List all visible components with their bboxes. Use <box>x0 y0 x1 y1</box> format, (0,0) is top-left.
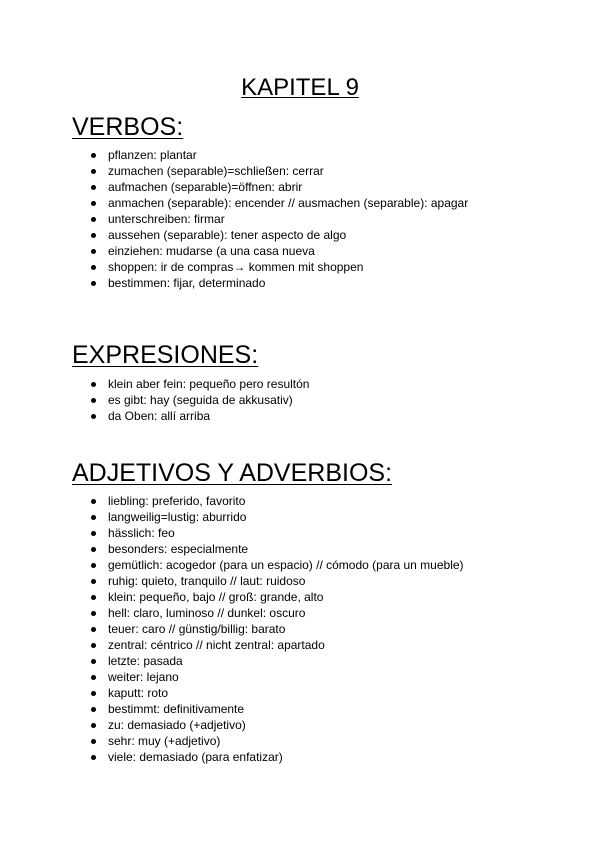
section-heading-verbos: VERBOS: <box>72 113 184 141</box>
list-item: einziehen: mudarse (a una casa nueva <box>0 243 468 259</box>
list-item: ruhig: quieto, tranquilo // laut: ruidoso <box>0 573 464 589</box>
list-item: kaputt: roto <box>0 685 464 701</box>
page-title: KAPITEL 9 <box>241 74 359 101</box>
list-item: bestimmen: fijar, determinado <box>0 275 468 291</box>
list-item: viele: demasiado (para enfatizar) <box>0 749 464 765</box>
list-item: es gibt: hay (seguida de akkusativ) <box>0 392 309 408</box>
list-item: klein aber fein: pequeño pero resultón <box>0 376 309 392</box>
list-item: klein: pequeño, bajo // groß: grande, alto <box>0 589 464 605</box>
list-item: zu: demasiado (+adjetivo) <box>0 717 464 733</box>
list-item: bestimmt: definitivamente <box>0 701 464 717</box>
list-item: zumachen (separable)=schließen: cerrar <box>0 163 468 179</box>
list-item: aufmachen (separable)=öffnen: abrir <box>0 179 468 195</box>
list-item: liebling: preferido, favorito <box>0 493 464 509</box>
list-item: sehr: muy (+adjetivo) <box>0 733 464 749</box>
list-item: unterschreiben: firmar <box>0 211 468 227</box>
list-item: anmachen (separable): encender // ausmachen (separable): apagar <box>0 195 468 211</box>
expresiones-list <box>0 376 309 424</box>
list-item: langweilig=lustig: aburrido <box>0 509 464 525</box>
verbos-list <box>0 147 468 291</box>
list-item: zentral: céntrico // nicht zentral: apartado <box>0 637 464 653</box>
list-item: teuer: caro // günstig/billig: barato <box>0 621 464 637</box>
list-item: shoppen: ir de compras→ kommen mit shoppen <box>0 259 468 275</box>
section-heading-adjetivos: ADJETIVOS Y ADVERBIOS: <box>72 459 393 487</box>
list-item: da Oben: allí arriba <box>0 408 309 424</box>
list-item: gemütlich: acogedor (para un espacio) // cómodo (para un mueble) <box>0 557 464 573</box>
adjetivos-list <box>0 493 464 765</box>
list-item: hässlich: feo <box>0 525 464 541</box>
list-item: letzte: pasada <box>0 653 464 669</box>
list-item: hell: claro, luminoso // dunkel: oscuro <box>0 605 464 621</box>
list-item: aussehen (separable): tener aspecto de algo <box>0 227 468 243</box>
section-heading-expresiones: EXPRESIONES: <box>72 341 259 369</box>
list-item: pflanzen: plantar <box>0 147 468 163</box>
list-item: besonders: especialmente <box>0 541 464 557</box>
list-item: weiter: lejano <box>0 669 464 685</box>
